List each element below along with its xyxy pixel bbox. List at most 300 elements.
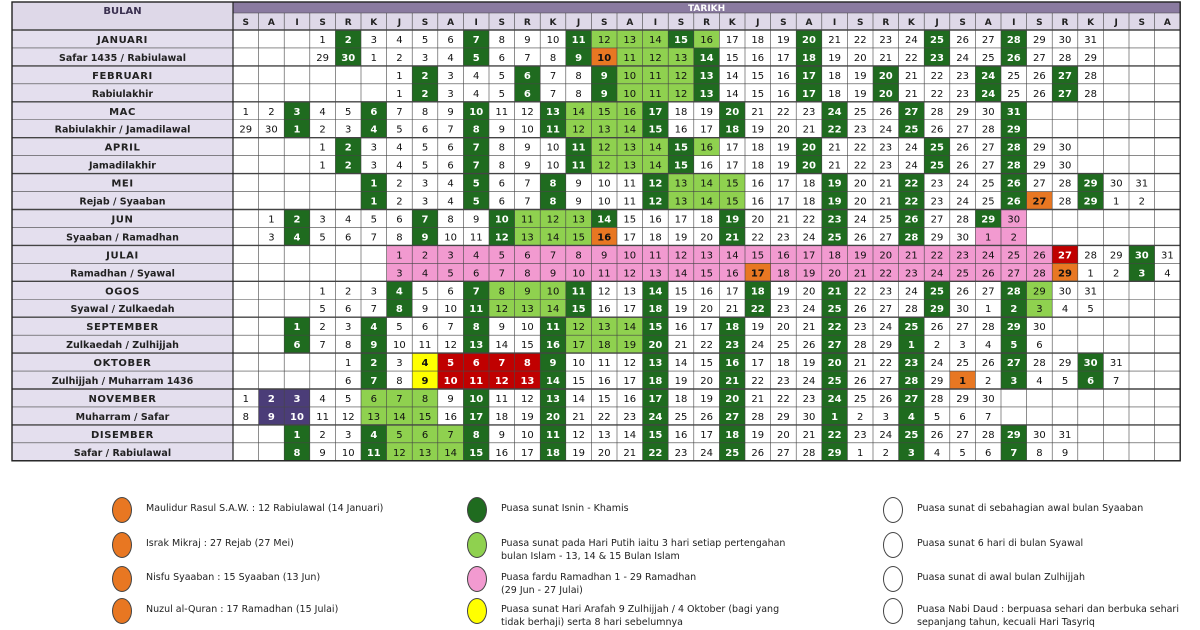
date-cell: 13 (597, 429, 611, 441)
month-label: MAC (109, 106, 136, 118)
date-cell: 25 (904, 322, 919, 334)
month-label: APRIL (104, 142, 141, 154)
hijri-label: Jamadilakhir (88, 160, 157, 172)
date-cell: 14 (495, 340, 509, 352)
legend-text: Puasa sunat 6 hari di bulan Syawal (917, 538, 1084, 549)
date-cell: 3 (421, 52, 429, 64)
day-letter: J (397, 18, 402, 28)
date-cell: 29 (956, 106, 969, 118)
date-cell: 10 (597, 52, 612, 64)
date-cell: 5 (421, 142, 429, 154)
date-cell: 14 (699, 52, 714, 64)
date-cell: 22 (904, 178, 919, 190)
date-cell: 2 (319, 322, 326, 334)
date-cell: 19 (700, 393, 713, 405)
date-cell: 16 (674, 322, 688, 334)
date-cell: 8 (396, 232, 403, 244)
date-cell: 14 (444, 447, 457, 459)
date-cell: 10 (597, 178, 611, 190)
date-cell: 25 (827, 376, 842, 388)
date-cell: 8 (549, 52, 557, 64)
month-label: MEI (111, 178, 134, 190)
date-cell: 16 (700, 160, 713, 172)
date-cell: 9 (421, 232, 429, 244)
day-letter: J (576, 18, 581, 28)
date-cell: 4 (396, 160, 403, 172)
date-cell: 12 (648, 178, 663, 190)
date-cell: 2 (1138, 196, 1145, 208)
date-cell: 27 (1032, 196, 1047, 208)
date-cell: 6 (498, 178, 505, 190)
date-cell: 7 (549, 88, 557, 100)
date-cell: 2 (421, 250, 429, 262)
date-cell: 19 (853, 88, 867, 100)
date-cell: 25 (930, 34, 944, 46)
day-letter: R (882, 18, 890, 28)
date-cell: 15 (648, 322, 663, 334)
date-cell: 17 (623, 304, 637, 316)
date-cell: 10 (521, 322, 534, 334)
date-cell: 21 (802, 322, 816, 334)
date-cell: 1 (293, 429, 301, 441)
date-cell: 24 (981, 250, 995, 262)
date-cell: 12 (674, 88, 688, 100)
date-cell: 6 (447, 160, 454, 172)
date-cell: 13 (674, 178, 688, 190)
day-letter: S (319, 18, 326, 28)
date-cell: 11 (623, 52, 637, 64)
day-letter: R (1061, 18, 1069, 28)
date-cell: 20 (700, 232, 713, 244)
legend-item (112, 497, 383, 523)
date-cell: 27 (981, 286, 995, 298)
date-cell: 2 (421, 88, 429, 100)
date-cell: 18 (725, 322, 740, 334)
day-letter: S (600, 18, 608, 28)
date-cell: 6 (1036, 340, 1043, 352)
date-cell: 28 (905, 304, 918, 316)
date-cell: 20 (853, 52, 867, 64)
date-cell: 26 (853, 376, 867, 388)
date-cell: 7 (472, 160, 480, 172)
date-cell: 24 (930, 268, 944, 280)
date-cell: 24 (853, 214, 867, 226)
date-cell: 25 (1007, 70, 1021, 82)
date-cell: 3 (370, 34, 377, 46)
date-cell: 2 (933, 340, 941, 352)
date-cell: 1 (396, 88, 403, 100)
date-cell: 8 (498, 142, 505, 154)
date-cell: 27 (904, 393, 919, 405)
date-cell: 13 (597, 322, 611, 334)
date-cell: 4 (447, 196, 454, 208)
date-cell: 23 (956, 88, 969, 100)
day-letter: J (756, 18, 760, 28)
date-cell: 9 (549, 358, 557, 370)
date-cell: 26 (853, 304, 867, 316)
date-cell: 11 (571, 286, 586, 298)
date-cell: 24 (905, 286, 918, 298)
date-cell: 12 (495, 304, 509, 316)
date-cell: 25 (777, 340, 790, 352)
date-cell: 11 (469, 304, 484, 316)
day-letter: S (1138, 18, 1146, 28)
date-cell: 19 (572, 447, 585, 459)
day-letter: R (703, 18, 711, 28)
date-cell: 2 (267, 393, 275, 405)
date-cell: 24 (956, 178, 969, 190)
date-cell: 12 (648, 196, 663, 208)
date-cell: 5 (396, 322, 403, 334)
date-cell: 10 (546, 160, 560, 172)
date-cell: 12 (597, 142, 611, 154)
date-cell: 22 (827, 429, 842, 441)
date-cell: 7 (472, 34, 480, 46)
date-cell: 6 (523, 88, 531, 100)
date-cell: 19 (802, 358, 816, 370)
hijri-label: Rabiulakhir (91, 88, 154, 100)
day-letter: S (677, 18, 685, 28)
date-cell: 26 (879, 393, 893, 405)
date-cell: 18 (674, 393, 688, 405)
date-cell: 5 (472, 196, 480, 208)
date-cell: 5 (345, 106, 352, 118)
date-cell: 17 (674, 214, 688, 226)
legend-item (467, 598, 779, 629)
date-cell: 14 (546, 376, 560, 388)
date-cell: 12 (674, 70, 688, 82)
date-cell: 12 (444, 340, 457, 352)
date-cell: 28 (1084, 250, 1097, 262)
date-cell: 15 (572, 376, 585, 388)
date-cell: 2 (985, 376, 992, 388)
day-letter: S (498, 18, 506, 28)
hijri-label: Rejab / Syaaban (79, 196, 166, 208)
date-cell: 15 (751, 70, 765, 82)
date-cell: 12 (597, 160, 611, 172)
date-cell: 27 (879, 304, 893, 316)
date-cell: 13 (520, 376, 535, 388)
date-cell: 5 (498, 88, 505, 100)
date-cell: 27 (1033, 52, 1046, 64)
date-cell: 10 (623, 250, 637, 262)
date-cell: 25 (981, 52, 995, 64)
date-cell: 29 (1033, 286, 1046, 298)
date-cell: 28 (802, 447, 816, 459)
date-cell: 21 (572, 411, 585, 423)
date-cell: 15 (725, 52, 739, 64)
date-cell: 18 (597, 340, 611, 352)
date-cell: 5 (319, 304, 326, 316)
date-cell: 27 (725, 411, 740, 423)
date-cell: 22 (827, 322, 842, 334)
date-cell: 23 (879, 142, 893, 154)
date-cell: 16 (751, 178, 765, 190)
date-cell: 20 (878, 70, 893, 82)
date-cell: 12 (546, 214, 560, 226)
date-cell: 11 (495, 106, 509, 118)
date-cell: 29 (239, 124, 253, 136)
date-cell: 17 (648, 106, 663, 118)
date-cell: 24 (879, 124, 893, 136)
date-cell: 4 (421, 268, 429, 280)
date-cell: 12 (494, 232, 509, 244)
date-cell: 19 (777, 286, 790, 298)
date-cell: 1 (396, 250, 403, 262)
date-cell: 5 (396, 124, 403, 136)
month-label: DISEMBER (91, 429, 154, 441)
date-cell: 19 (623, 340, 637, 352)
date-cell: 9 (524, 160, 531, 172)
date-cell: 11 (546, 124, 560, 136)
date-cell: 19 (751, 322, 765, 334)
date-cell: 29 (1109, 250, 1123, 262)
date-cell: 22 (905, 52, 918, 64)
legend-item (467, 532, 785, 563)
date-cell: 26 (1033, 250, 1046, 262)
date-cell: 14 (674, 268, 688, 280)
date-cell: 4 (293, 232, 301, 244)
date-cell: 13 (469, 340, 484, 352)
date-cell: 9 (421, 304, 429, 316)
date-cell: 20 (777, 124, 790, 136)
date-cell: 24 (905, 142, 918, 154)
date-cell: 10 (546, 286, 560, 298)
date-cell: 9 (473, 214, 480, 226)
date-cell: 13 (546, 393, 560, 405)
legend-item (467, 566, 696, 597)
date-cell: 30 (1083, 358, 1098, 370)
date-cell: 25 (853, 106, 867, 118)
date-cell: 10 (444, 232, 457, 244)
date-cell: 14 (649, 142, 662, 154)
date-cell: 5 (1061, 376, 1069, 388)
date-cell: 25 (930, 160, 944, 172)
date-cell: 4 (985, 340, 992, 352)
date-cell: 25 (1007, 88, 1021, 100)
date-cell: 7 (319, 340, 326, 352)
date-cell: 29 (1084, 52, 1097, 64)
date-cell: 16 (777, 88, 790, 100)
date-cell: 3 (370, 286, 377, 298)
legend-item (112, 598, 338, 624)
date-cell: 11 (571, 34, 586, 46)
date-cell: 2 (1113, 268, 1120, 280)
date-cell: 8 (575, 88, 582, 100)
legend-item (883, 532, 1083, 558)
date-cell: 5 (319, 232, 326, 244)
date-cell: 8 (472, 124, 480, 136)
date-cell: 26 (802, 340, 816, 352)
date-cell: 26 (981, 358, 995, 370)
date-cell: 6 (370, 106, 378, 118)
date-cell: 10 (623, 88, 637, 100)
date-cell: 16 (725, 358, 740, 370)
date-cell: 28 (1058, 52, 1072, 64)
date-cell: 17 (521, 447, 534, 459)
date-cell: 15 (623, 214, 637, 226)
date-cell: 28 (904, 376, 919, 388)
date-cell: 4 (473, 88, 480, 100)
legend-item (112, 532, 294, 558)
day-letter: A (1163, 18, 1171, 28)
date-cell: 10 (623, 70, 637, 82)
date-cell: 2 (396, 196, 403, 208)
date-cell: 27 (930, 214, 944, 226)
date-cell: 27 (777, 447, 790, 459)
date-cell: 19 (751, 429, 765, 441)
date-cell: 11 (546, 429, 560, 441)
date-cell: 4 (319, 393, 326, 405)
date-cell: 13 (521, 232, 534, 244)
date-cell: 28 (1033, 268, 1046, 280)
date-cell: 9 (319, 447, 326, 459)
date-cell: 7 (1113, 376, 1120, 388)
date-cell: 8 (575, 250, 582, 262)
date-cell: 21 (853, 268, 867, 280)
date-cell: 27 (981, 160, 995, 172)
date-cell: 7 (549, 70, 557, 82)
date-cell: 24 (981, 88, 996, 100)
date-cell: 19 (853, 70, 867, 82)
date-cell: 9 (421, 376, 429, 388)
date-cell: 22 (750, 304, 765, 316)
date-cell: 15 (648, 429, 663, 441)
date-cell: 9 (498, 124, 505, 136)
date-cell: 5 (396, 429, 403, 441)
date-cell: 23 (802, 106, 816, 118)
date-cell: 3 (370, 160, 377, 172)
date-cell: 19 (674, 376, 688, 388)
date-cell: 14 (700, 196, 713, 208)
date-cell: 11 (366, 447, 381, 459)
date-cell: 26 (1033, 70, 1046, 82)
legend-text: Puasa sunat Isnin - Khamis (501, 503, 629, 514)
date-cell: 22 (853, 142, 867, 154)
month-label: JULAI (106, 250, 139, 262)
date-cell: 3 (1036, 304, 1043, 316)
date-cell: 12 (597, 34, 611, 46)
date-cell: 29 (1083, 196, 1098, 208)
date-cell: 29 (930, 304, 944, 316)
date-cell: 16 (700, 286, 713, 298)
date-cell: 9 (601, 250, 608, 262)
date-cell: 2 (1010, 232, 1017, 244)
date-cell: 25 (930, 286, 944, 298)
date-cell: 28 (904, 232, 919, 244)
hijri-label: Safar 1435 / Rabiulawal (59, 52, 186, 64)
date-cell: 29 (930, 232, 944, 244)
date-cell: 13 (521, 304, 534, 316)
date-cell: 26 (1006, 178, 1021, 190)
date-cell: 18 (649, 232, 662, 244)
date-cell: 8 (293, 447, 301, 459)
date-cell: 1 (1087, 268, 1094, 280)
date-cell: 16 (674, 124, 688, 136)
day-letter: J (935, 18, 939, 28)
month-label: SEPTEMBER (86, 322, 159, 334)
date-cell: 26 (930, 322, 944, 334)
date-cell: 6 (473, 268, 480, 280)
date-cell: 13 (367, 411, 381, 423)
date-cell: 17 (700, 124, 713, 136)
date-cell: 23 (879, 34, 893, 46)
date-cell: 9 (524, 142, 531, 154)
date-cell: 18 (751, 142, 765, 154)
date-cell: 1 (319, 160, 326, 172)
month-label: NOVEMBER (88, 393, 157, 405)
date-cell: 12 (521, 393, 534, 405)
date-cell: 22 (827, 124, 842, 136)
date-cell: 5 (498, 250, 505, 262)
day-letter: S (780, 18, 787, 28)
date-cell: 1 (242, 393, 249, 405)
date-cell: 1 (370, 178, 378, 190)
date-cell: 18 (546, 447, 560, 459)
date-cell: 22 (751, 232, 765, 244)
date-cell: 3 (447, 250, 454, 262)
hijri-label: Syaaban / Ramadhan (66, 232, 179, 244)
date-cell: 18 (828, 88, 841, 100)
date-cell: 7 (472, 142, 480, 154)
date-cell: 1 (396, 70, 403, 82)
day-letter: A (267, 18, 275, 28)
date-cell: 4 (473, 70, 480, 82)
date-cell: 15 (674, 160, 688, 172)
date-cell: 27 (879, 376, 893, 388)
date-cell: 19 (674, 304, 688, 316)
date-cell: 23 (879, 160, 893, 172)
date-cell: 29 (1006, 322, 1021, 334)
date-cell: 8 (447, 214, 454, 226)
date-cell: 3 (882, 411, 889, 423)
date-cell: 6 (345, 232, 352, 244)
date-cell: 20 (827, 358, 842, 370)
date-cell: 1 (831, 411, 839, 423)
date-cell: 22 (802, 214, 816, 226)
date-cell: 16 (597, 232, 612, 244)
date-cell: 20 (777, 429, 790, 441)
date-cell: 29 (827, 447, 842, 459)
date-cell: 17 (572, 340, 585, 352)
date-cell: 30 (1058, 34, 1072, 46)
date-cell: 3 (1138, 268, 1146, 280)
date-cell: 17 (648, 393, 663, 405)
month-label: JUN (111, 214, 134, 226)
date-cell: 12 (623, 358, 637, 370)
date-cell: 18 (828, 250, 841, 262)
date-cell: 21 (905, 88, 918, 100)
date-cell: 24 (648, 411, 663, 423)
date-cell: 26 (700, 411, 713, 423)
day-letter: I (295, 18, 299, 28)
date-cell: 21 (827, 286, 842, 298)
date-cell: 1 (1113, 196, 1120, 208)
date-cell: 27 (956, 429, 969, 441)
date-cell: 16 (700, 34, 713, 46)
date-cell: 4 (473, 250, 480, 262)
date-cell: 28 (1006, 286, 1021, 298)
legend-text: Puasa Nabi Daud : berpuasa sehari dan berbuka sehari sepanjang tahun, kecuali Hari Tasyriq (917, 604, 1179, 628)
date-cell: 30 (1058, 142, 1072, 154)
date-cell: 29 (316, 52, 329, 64)
date-cell: 21 (725, 232, 740, 244)
date-cell: 23 (853, 429, 867, 441)
legend-dot-icon (112, 497, 132, 523)
legend-dot-icon (467, 532, 487, 558)
date-cell: 20 (828, 268, 841, 280)
date-cell: 10 (572, 268, 585, 280)
